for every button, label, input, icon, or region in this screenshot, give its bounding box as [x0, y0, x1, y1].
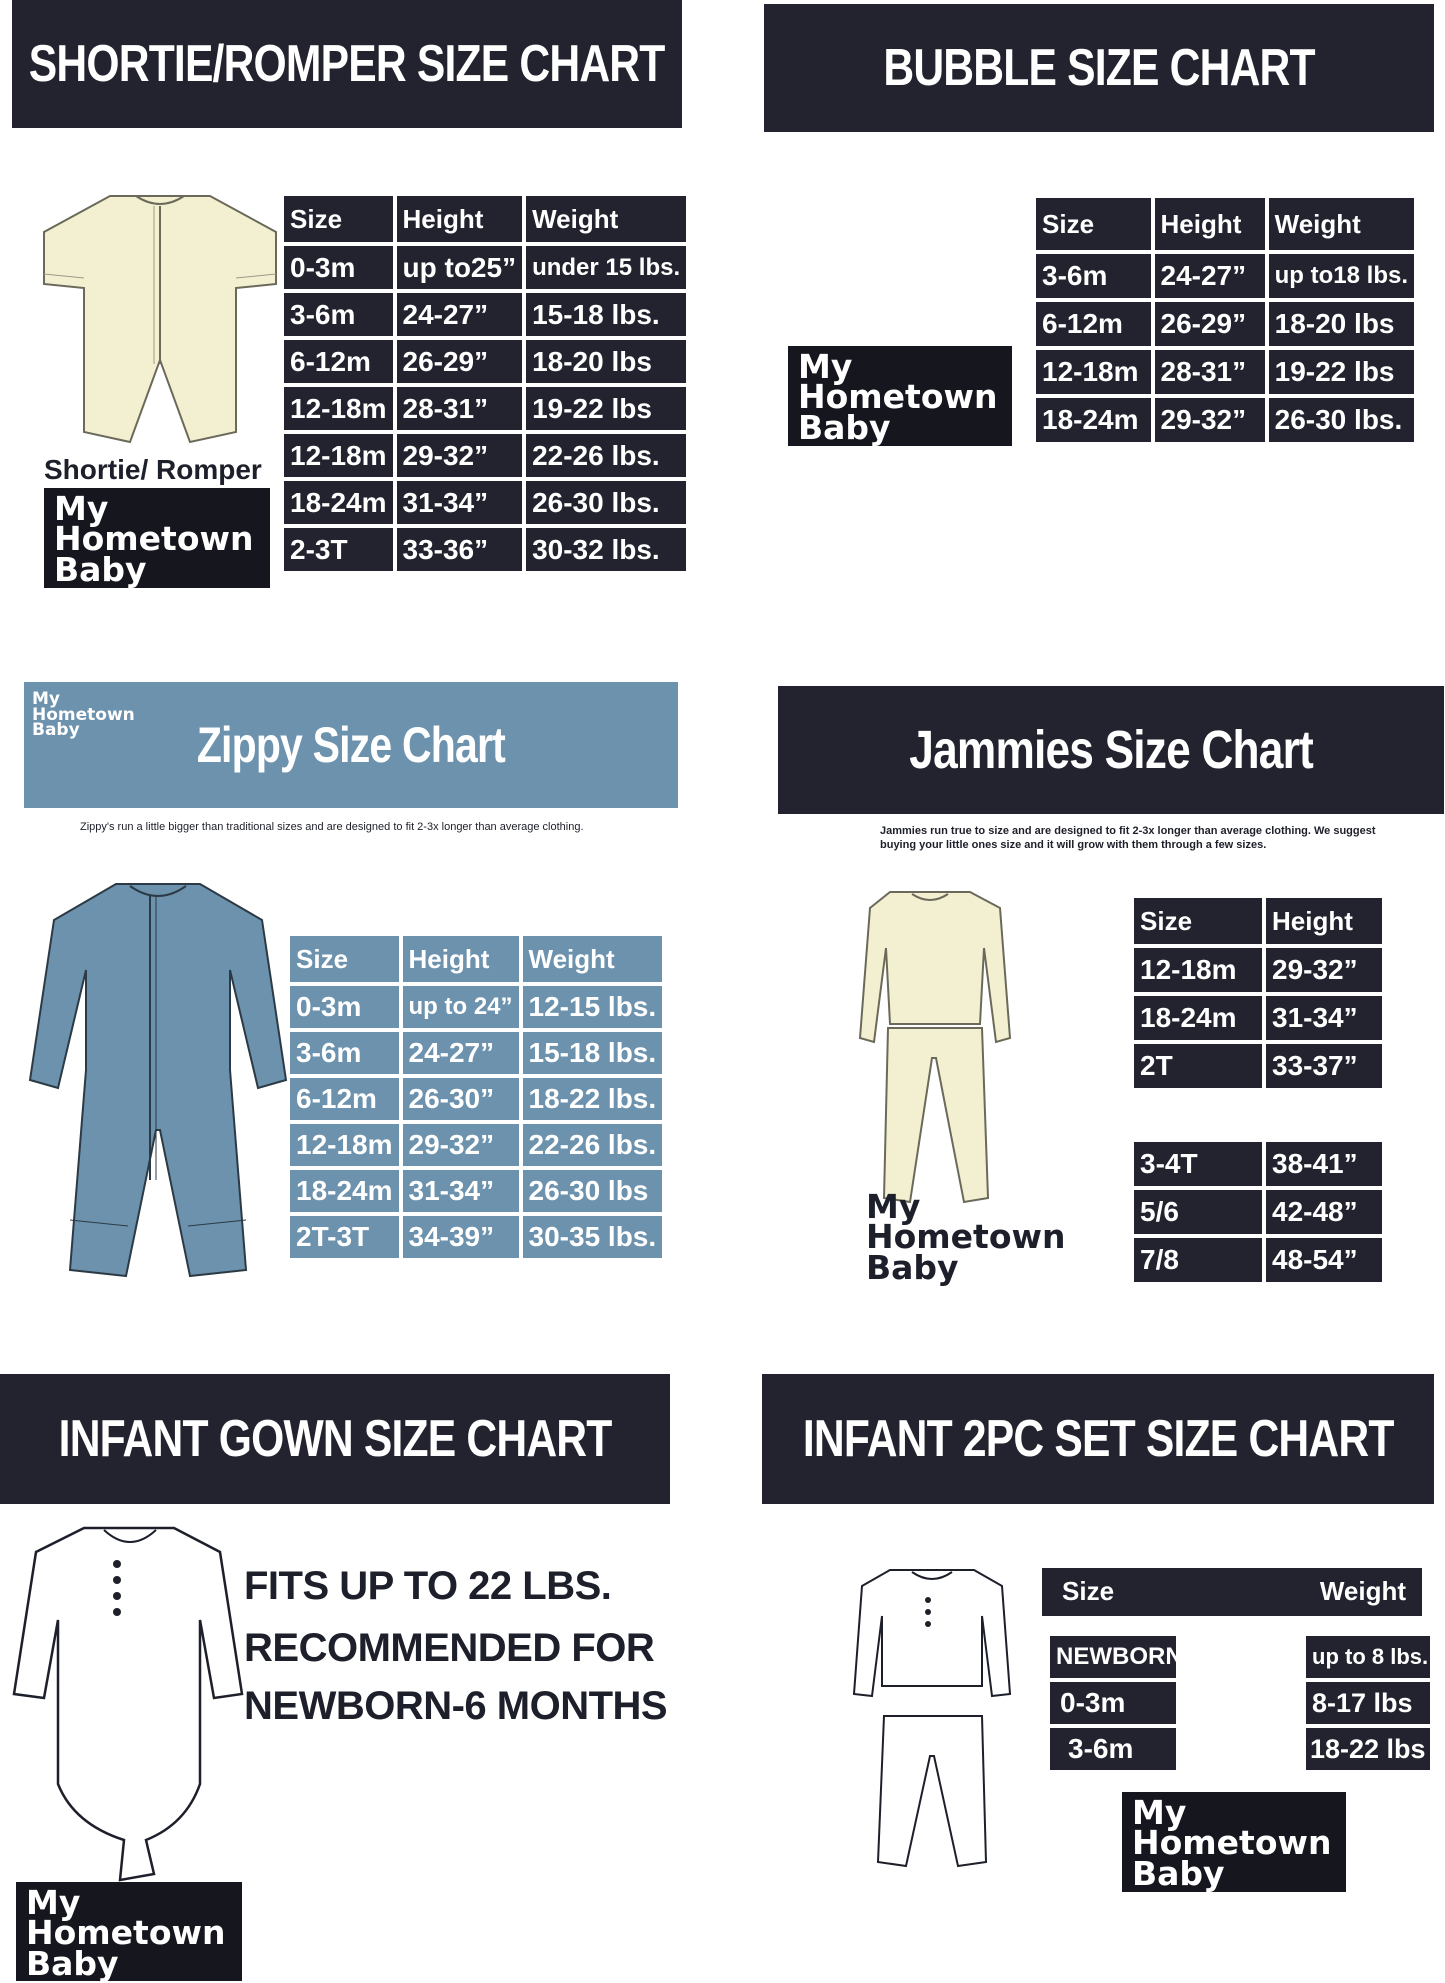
logo-line-hometown: Hometown: [798, 377, 998, 417]
weight-cell: 18-20 lbs: [526, 340, 686, 383]
header-weight: Weight: [523, 936, 663, 982]
height-cell: 26-29”: [1155, 302, 1265, 346]
size-cell: 12-18m: [284, 387, 393, 430]
table-row: [290, 1124, 662, 1166]
weight-cell: 15-18 lbs.: [523, 1032, 663, 1074]
size-cell: 2T-3T: [290, 1216, 399, 1258]
logo-line-hometown: Hometown: [26, 1913, 226, 1953]
zippy-note: Zippy's run a little bigger than traditional sizes and are designed to fit 2-3x longer than average clothing.: [80, 821, 584, 833]
table-row: [284, 434, 686, 477]
logo-line-baby: Baby: [866, 1247, 959, 1287]
table-row: [1036, 302, 1414, 346]
jammies-title-banner: [778, 686, 1444, 814]
twopc-header-bar: [1042, 1568, 1422, 1616]
size-cell: 3-6m: [284, 293, 393, 336]
shortie-header-row: [284, 196, 686, 242]
shortie-title-banner: [12, 0, 682, 128]
height-cell: 26-29”: [397, 340, 523, 383]
table-row: [290, 1078, 662, 1120]
gown-button-icon: [113, 1592, 121, 1600]
bubble-size-table: [1032, 194, 1418, 446]
twopc-weight-col: [1306, 1636, 1430, 1770]
size-cell: 0-3m: [1050, 1682, 1176, 1724]
logo-line-baby: Baby: [26, 1943, 119, 1983]
table-row: [284, 481, 686, 524]
table-row: [1036, 350, 1414, 394]
height-cell: 48-54”: [1266, 1238, 1382, 1282]
height-cell: 38-41”: [1266, 1142, 1382, 1186]
size-cell: 2-3T: [284, 528, 393, 571]
height-cell: 31-34”: [397, 481, 523, 524]
shortie-logo: [44, 488, 270, 588]
header-weight: Weight: [1269, 198, 1414, 250]
size-cell: 18-24m: [284, 481, 393, 524]
height-cell: up to 24”: [403, 986, 519, 1028]
jammies-note-line2: buying your little ones size and it will grow with them through a few sizes.: [880, 839, 1267, 852]
header-weight: Weight: [526, 196, 686, 242]
twopc-title-banner: [762, 1374, 1434, 1504]
gown-description: [244, 1560, 667, 1732]
size-cell: 6-12m: [1036, 302, 1151, 346]
header-height: Height: [403, 936, 519, 982]
weight-cell: 12-15 lbs.: [523, 986, 663, 1028]
gown-button-icon: [113, 1608, 121, 1616]
twopc-button-icon: [925, 1621, 931, 1627]
header-size: Size: [284, 196, 393, 242]
shortie-size-table: [280, 192, 690, 575]
logo-line-baby: Baby: [54, 549, 147, 589]
bubble-header-row: [1036, 198, 1414, 250]
table-row: [284, 387, 686, 430]
table-row: [1134, 1238, 1382, 1282]
twopc-header-size: Size: [1062, 1576, 1115, 1606]
weight-cell: 22-26 lbs.: [526, 434, 686, 477]
logo-line-my: My: [866, 1187, 921, 1226]
logo-line-baby: Baby: [32, 720, 80, 741]
twopc-illustration: [854, 1566, 1010, 1870]
jammies-note: [880, 824, 1420, 853]
height-cell: 33-37”: [1266, 1044, 1382, 1088]
jammies-size-table-top: [1130, 894, 1386, 1092]
weight-cell: 30-35 lbs.: [523, 1216, 663, 1258]
logo-line-my: My: [54, 489, 109, 528]
jammies-size-table-bottom: [1130, 1138, 1386, 1286]
table-row: [1036, 398, 1414, 442]
logo-line-hometown: Hometown: [54, 519, 254, 559]
table-row: [1134, 996, 1382, 1040]
gown-title: INFANT GOWN SIZE CHART: [58, 1410, 612, 1468]
zippy-logo: [28, 690, 168, 750]
size-cell: NEWBORN: [1050, 1636, 1176, 1678]
weight-cell: up to 8 lbs.: [1306, 1636, 1430, 1678]
header-height: Height: [397, 196, 523, 242]
height-cell: 24-27”: [397, 293, 523, 336]
gown-illustration: [14, 1524, 242, 1884]
size-cell: 3-6m: [1050, 1728, 1176, 1770]
zippy-illustration: [30, 880, 286, 1280]
size-cell: 12-18m: [290, 1124, 399, 1166]
height-cell: 33-36”: [397, 528, 523, 571]
height-cell: 29-32”: [397, 434, 523, 477]
weight-cell: 26-30 lbs: [523, 1170, 663, 1212]
shortie-title: SHORTIE/ROMPER SIZE CHART: [29, 35, 665, 93]
gown-line-newborn: NEWBORN-6 MONTHS: [244, 1684, 668, 1728]
shortie-caption: Shortie/ Romper: [44, 454, 262, 485]
gown-line-recommended: RECOMMENDED FOR: [244, 1626, 655, 1670]
jammies-logo: [856, 1186, 1086, 1286]
weight-cell: 26-30 lbs.: [1269, 398, 1414, 442]
size-cell: 12-18m: [1134, 948, 1262, 992]
bubble-title-banner: [764, 4, 1434, 132]
twopc-size-col: [1050, 1636, 1183, 1770]
gown-button-icon: [113, 1576, 121, 1584]
height-cell: 31-34”: [1266, 996, 1382, 1040]
size-cell: 18-24m: [1036, 398, 1151, 442]
twopc-logo: [1122, 1792, 1346, 1892]
weight-cell: 8-17 lbs: [1306, 1682, 1430, 1724]
size-cell: 7/8: [1134, 1238, 1262, 1282]
zippy-header-row: [290, 936, 662, 982]
table-row: [1036, 254, 1414, 298]
size-cell: 5/6: [1134, 1190, 1262, 1234]
height-cell: up to25”: [397, 246, 523, 289]
table-row: [284, 528, 686, 571]
logo-line-my: My: [32, 689, 60, 709]
size-cell: 18-24m: [1134, 996, 1262, 1040]
weight-cell: 19-22 lbs: [1269, 350, 1414, 394]
table-row: [284, 246, 686, 289]
jammies-title: Jammies Size Chart: [909, 720, 1313, 780]
height-cell: 34-39”: [403, 1216, 519, 1258]
weight-cell: under 15 lbs.: [526, 246, 686, 289]
weight-cell: 18-22 lbs.: [523, 1078, 663, 1120]
gown-logo: [16, 1882, 242, 1981]
height-cell: 29-32”: [403, 1124, 519, 1166]
size-cell: 18-24m: [290, 1170, 399, 1212]
zippy-size-table: [286, 932, 666, 1262]
size-cell: 6-12m: [284, 340, 393, 383]
header-height: Height: [1266, 898, 1382, 944]
shortie-romper-illustration: [40, 192, 280, 462]
size-cell: 0-3m: [290, 986, 399, 1028]
twopc-header-weight: Weight: [1319, 1576, 1406, 1606]
logo-line-hometown: Hometown: [866, 1217, 1066, 1257]
gown-line-fits: FITS UP TO 22 LBS.: [244, 1564, 612, 1608]
size-cell: 12-18m: [1036, 350, 1151, 394]
twopc-button-icon: [925, 1609, 931, 1615]
logo-line-my: My: [798, 347, 853, 386]
weight-cell: 15-18 lbs.: [526, 293, 686, 336]
height-cell: 24-27”: [403, 1032, 519, 1074]
logo-line-hometown: Hometown: [32, 704, 135, 725]
table-row: [290, 1032, 662, 1074]
table-row: [290, 986, 662, 1028]
weight-cell: 19-22 lbs: [526, 387, 686, 430]
height-cell: 29-32”: [1155, 398, 1265, 442]
size-cell: 3-6m: [1036, 254, 1151, 298]
height-cell: 28-31”: [397, 387, 523, 430]
weight-cell: up to18 lbs.: [1269, 254, 1414, 298]
table-row: [1134, 1190, 1382, 1234]
height-cell: 29-32”: [1266, 948, 1382, 992]
weight-cell: 18-22 lbs: [1306, 1728, 1430, 1770]
table-row: [284, 340, 686, 383]
header-size: Size: [1134, 898, 1262, 944]
header-size: Size: [1036, 198, 1151, 250]
height-cell: 24-27”: [1155, 254, 1265, 298]
size-cell: 12-18m: [284, 434, 393, 477]
twopc-button-icon: [925, 1597, 931, 1603]
height-cell: 26-30”: [403, 1078, 519, 1120]
bubble-logo: [788, 346, 1012, 446]
height-cell: 28-31”: [1155, 350, 1265, 394]
jammies-note-line1: Jammies run true to size and are designed to fit 2-3x longer than average clothing. We suggest: [880, 825, 1376, 837]
table-row: [290, 1170, 662, 1212]
table-row: [1134, 948, 1382, 992]
jammies-header-row: [1134, 898, 1382, 944]
zippy-title: Zippy Size Chart: [196, 717, 506, 773]
header-size: Size: [290, 936, 399, 982]
size-cell: 0-3m: [284, 246, 393, 289]
table-row: [290, 1216, 662, 1258]
size-cell: 3-4T: [1134, 1142, 1262, 1186]
header-height: Height: [1155, 198, 1265, 250]
gown-button-icon: [113, 1560, 121, 1568]
twopc-title: INFANT 2PC SET SIZE CHART: [802, 1410, 1394, 1468]
weight-cell: 18-20 lbs: [1269, 302, 1414, 346]
size-cell: 2T: [1134, 1044, 1262, 1088]
table-row: [1134, 1142, 1382, 1186]
logo-line-baby: Baby: [1132, 1853, 1225, 1893]
table-row: [284, 293, 686, 336]
weight-cell: 26-30 lbs.: [526, 481, 686, 524]
weight-cell: 22-26 lbs.: [523, 1124, 663, 1166]
size-cell: 6-12m: [290, 1078, 399, 1120]
gown-title-banner: [0, 1374, 670, 1504]
logo-line-my: My: [1132, 1793, 1187, 1832]
jammies-illustration: [860, 888, 1010, 1212]
logo-line-hometown: Hometown: [1132, 1823, 1332, 1863]
bubble-title: BUBBLE SIZE CHART: [883, 39, 1315, 97]
weight-cell: 30-32 lbs.: [526, 528, 686, 571]
table-row: [1134, 1044, 1382, 1088]
size-cell: 3-6m: [290, 1032, 399, 1074]
height-cell: 42-48”: [1266, 1190, 1382, 1234]
logo-line-my: My: [26, 1883, 81, 1922]
logo-line-baby: Baby: [798, 407, 891, 447]
height-cell: 31-34”: [403, 1170, 519, 1212]
